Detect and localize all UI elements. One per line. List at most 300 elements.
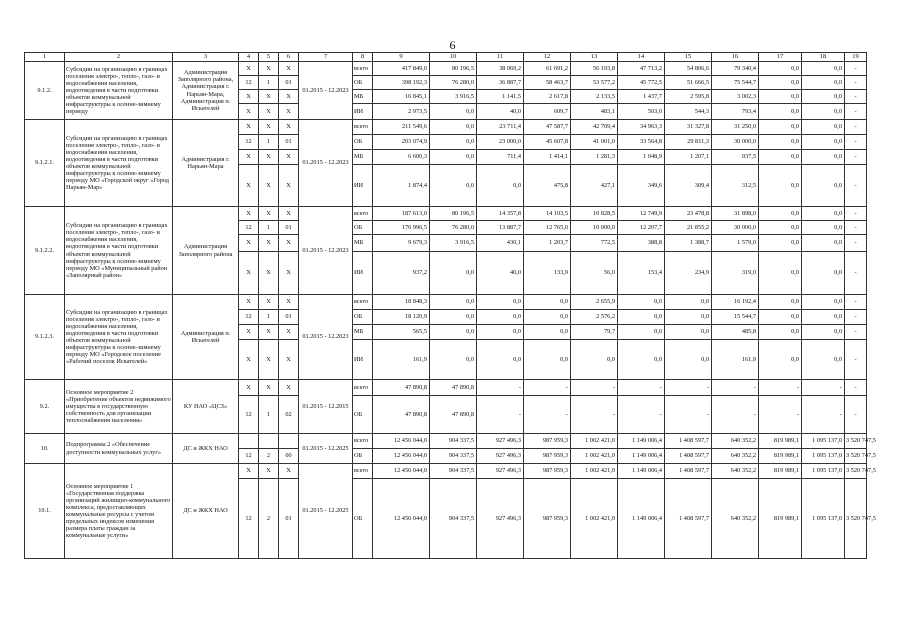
- amount-cell: -: [618, 380, 665, 396]
- amount-cell: 47 890,8: [373, 380, 430, 396]
- period: 01.2015 - 12.2023: [299, 207, 353, 295]
- amount-cell: 772,5: [571, 235, 618, 252]
- amount-cell: -: [802, 380, 845, 396]
- amount-cell: 0,0: [802, 120, 845, 135]
- amount-cell: 3 916,5: [430, 235, 477, 252]
- column-number: 6: [279, 53, 299, 62]
- funding-source: ОБ: [353, 135, 373, 150]
- amount-cell: 0,0: [618, 310, 665, 325]
- amount-cell: 927 496,3: [477, 449, 524, 464]
- amount-cell: 0,0: [759, 104, 802, 120]
- code-sub: 1: [259, 76, 279, 90]
- code-gp: 12: [239, 310, 259, 325]
- amount-cell: 1 149 006,4: [618, 464, 665, 479]
- amount-cell: -: [477, 380, 524, 396]
- amount-cell: -: [845, 340, 867, 380]
- amount-cell: 31 898,0: [712, 207, 759, 221]
- column-number: 5: [259, 53, 279, 62]
- amount-cell: 485,8: [712, 325, 759, 340]
- code-om: 01: [279, 76, 299, 90]
- amount-cell: 30 000,0: [712, 135, 759, 150]
- funding-source: МБ: [353, 90, 373, 104]
- amount-cell: 0,0: [802, 235, 845, 252]
- amount-cell: 61 691,2: [524, 62, 571, 76]
- amount-cell: 1 095 137,0: [802, 434, 845, 449]
- amount-cell: 1 408 597,7: [665, 479, 712, 559]
- amount-cell: 388,8: [618, 235, 665, 252]
- code-sub: X: [259, 120, 279, 135]
- amount-cell: 76 280,0: [430, 221, 477, 235]
- amount-cell: 187 613,0: [373, 207, 430, 221]
- item-name: Субсидии на организацию в границах поселения электро-, тепло-, газо- и водоснабжения населения, водоотведения в части подготовки объектов коммунальной инфраструктуры к осенне-зимнему периоду: [65, 62, 173, 120]
- funding-source: всего: [353, 434, 373, 449]
- funding-source: ОБ: [353, 310, 373, 325]
- amount-cell: -: [845, 235, 867, 252]
- amount-cell: 54 806,6: [665, 62, 712, 76]
- amount-cell: 1 095 137,0: [802, 449, 845, 464]
- code-om: X: [279, 235, 299, 252]
- amount-cell: 12 207,7: [618, 221, 665, 235]
- amount-cell: 904 337,5: [430, 434, 477, 449]
- amount-cell: 31 327,8: [665, 120, 712, 135]
- amount-cell: 987 959,3: [524, 464, 571, 479]
- amount-cell: 398 192,3: [373, 76, 430, 90]
- funding-source: ИИ: [353, 165, 373, 207]
- code-sub: 2: [259, 479, 279, 559]
- amount-cell: 2 617,8: [524, 90, 571, 104]
- column-number: 14: [618, 53, 665, 62]
- amount-cell: 0,0: [802, 295, 845, 310]
- amount-cell: 0,0: [524, 325, 571, 340]
- code-gp: 12: [239, 396, 259, 434]
- column-number: 17: [759, 53, 802, 62]
- amount-cell: 319,0: [712, 252, 759, 295]
- executor: КУ НАО «ЦСЗ»: [173, 380, 239, 434]
- column-number: 13: [571, 53, 618, 62]
- amount-cell: 16 192,4: [712, 295, 759, 310]
- amount-cell: 1 207,1: [665, 150, 712, 165]
- funding-source: ИИ: [353, 252, 373, 295]
- code-gp: X: [239, 165, 259, 207]
- code-gp: X: [239, 295, 259, 310]
- funding-source: ОБ: [353, 396, 373, 434]
- amount-cell: -: [845, 120, 867, 135]
- amount-cell: -: [618, 396, 665, 434]
- amount-cell: -: [759, 396, 802, 434]
- code-om: X: [279, 295, 299, 310]
- amount-cell: 0,0: [665, 340, 712, 380]
- amount-cell: 483,1: [571, 104, 618, 120]
- code-gp: X: [239, 90, 259, 104]
- code-om: X: [279, 90, 299, 104]
- code-om: X: [279, 464, 299, 479]
- code-om: X: [279, 104, 299, 120]
- table-row: [25, 207, 867, 221]
- amount-cell: 937,2: [373, 252, 430, 295]
- code-om: X: [279, 207, 299, 221]
- amount-cell: -: [845, 76, 867, 90]
- amount-cell: 927 496,3: [477, 464, 524, 479]
- code-sub: X: [259, 207, 279, 221]
- amount-cell: -: [845, 221, 867, 235]
- funding-source: МБ: [353, 150, 373, 165]
- amount-cell: 3 916,5: [430, 90, 477, 104]
- period: 01.2015 - 12.2025: [299, 434, 353, 464]
- funding-source: ОБ: [353, 449, 373, 464]
- funding-source: ИИ: [353, 104, 373, 120]
- amount-cell: 0,0: [524, 340, 571, 380]
- amount-cell: 1 141,5: [477, 90, 524, 104]
- amount-cell: 76 280,0: [430, 76, 477, 90]
- amount-cell: -: [845, 325, 867, 340]
- amount-cell: 0,0: [430, 135, 477, 150]
- amount-cell: 34 963,3: [618, 120, 665, 135]
- funding-source: всего: [353, 295, 373, 310]
- amount-cell: 12 456 044,0: [373, 449, 430, 464]
- amount-cell: -: [845, 62, 867, 76]
- amount-cell: 0,0: [665, 295, 712, 310]
- amount-cell: 16 845,1: [373, 90, 430, 104]
- amount-cell: 0,0: [524, 295, 571, 310]
- amount-cell: 0,0: [759, 165, 802, 207]
- amount-cell: 203 074,9: [373, 135, 430, 150]
- amount-cell: 2 133,5: [571, 90, 618, 104]
- amount-cell: 9 679,3: [373, 235, 430, 252]
- code-sub: 1: [259, 221, 279, 235]
- amount-cell: 1 149 006,4: [618, 434, 665, 449]
- executor: Администрация п. Искателей: [173, 295, 239, 380]
- item-number: 10.1.: [25, 464, 65, 559]
- amount-cell: -: [571, 396, 618, 434]
- amount-cell: 0,0: [759, 90, 802, 104]
- code-sub: X: [259, 104, 279, 120]
- period: 01.2015 - 12.2023: [299, 62, 353, 120]
- amount-cell: 0,0: [802, 150, 845, 165]
- code-sub: 2: [259, 449, 279, 464]
- amount-cell: -: [845, 380, 867, 396]
- amount-cell: 3 520 747,5: [845, 449, 867, 464]
- amount-cell: 10 828,5: [571, 207, 618, 221]
- amount-cell: 0,0: [430, 120, 477, 135]
- code-om: 01: [279, 310, 299, 325]
- amount-cell: 904 337,5: [430, 464, 477, 479]
- amount-cell: 12 456 044,0: [373, 479, 430, 559]
- amount-cell: 417 849,0: [373, 62, 430, 76]
- amount-cell: 904 337,5: [430, 479, 477, 559]
- funding-source: всего: [353, 62, 373, 76]
- code-gp: 12: [239, 135, 259, 150]
- amount-cell: 56,0: [571, 252, 618, 295]
- period: 01.2015 - 12.2025: [299, 464, 353, 559]
- amount-cell: 0,0: [759, 62, 802, 76]
- amount-cell: -: [845, 295, 867, 310]
- amount-cell: 3 002,3: [712, 90, 759, 104]
- amount-cell: 819 989,1: [759, 464, 802, 479]
- amount-cell: 349,6: [618, 165, 665, 207]
- amount-cell: 6 600,3: [373, 150, 430, 165]
- amount-cell: 819 989,1: [759, 479, 802, 559]
- table-row: [25, 295, 867, 310]
- amount-cell: 0,0: [430, 252, 477, 295]
- period: 01.2015 - 12.2023: [299, 295, 353, 380]
- funding-source: всего: [353, 207, 373, 221]
- code-gp: X: [239, 325, 259, 340]
- amount-cell: 30 000,0: [712, 221, 759, 235]
- column-number: 10: [430, 53, 477, 62]
- amount-cell: 47 890,8: [373, 396, 430, 434]
- code-sub: X: [259, 150, 279, 165]
- amount-cell: 45 607,8: [524, 135, 571, 150]
- executor: Администрация Заполярного района: [173, 207, 239, 295]
- amount-cell: 40,0: [477, 252, 524, 295]
- amount-cell: 0,0: [430, 340, 477, 380]
- amount-cell: 0,0: [430, 165, 477, 207]
- amount-cell: 0,0: [759, 252, 802, 295]
- amount-cell: 937,5: [712, 150, 759, 165]
- amount-cell: 1 388,7: [665, 235, 712, 252]
- amount-cell: 47 890,8: [430, 380, 477, 396]
- amount-cell: 1 414,1: [524, 150, 571, 165]
- amount-cell: 0,0: [759, 150, 802, 165]
- amount-cell: 3 520 747,5: [845, 479, 867, 559]
- item-name: Субсидии на организацию в границах поселения электро-, тепло-, газо- и водоснабжения населения, водоотведения в части подготовки объектов коммунальной инфраструктуры к осенне-зимнему периоду МО «Городское поселение «Рабочий поселок Искателей»: [65, 295, 173, 380]
- amount-cell: 0,0: [618, 295, 665, 310]
- amount-cell: 75 544,7: [712, 76, 759, 90]
- amount-cell: 0,0: [802, 76, 845, 90]
- period: 01.2015 - 12.2015: [299, 380, 353, 434]
- amount-cell: 565,5: [373, 325, 430, 340]
- funding-source: ОБ: [353, 76, 373, 90]
- code-gp: X: [239, 464, 259, 479]
- amount-cell: 0,0: [802, 310, 845, 325]
- amount-cell: 0,0: [759, 325, 802, 340]
- code-om: X: [279, 252, 299, 295]
- code-sub: 1: [259, 310, 279, 325]
- amount-cell: 819 989,1: [759, 449, 802, 464]
- code-gp: X: [239, 380, 259, 396]
- amount-cell: 0,0: [802, 252, 845, 295]
- amount-cell: 80 196,5: [430, 62, 477, 76]
- amount-cell: 904 337,5: [430, 449, 477, 464]
- amount-cell: 1 579,0: [712, 235, 759, 252]
- amount-cell: 987 959,3: [524, 449, 571, 464]
- funding-source: всего: [353, 464, 373, 479]
- amount-cell: 21 855,2: [665, 221, 712, 235]
- column-number-row: [25, 53, 867, 62]
- table-row: [25, 380, 867, 396]
- code-gp: X: [239, 235, 259, 252]
- amount-cell: 0,0: [802, 165, 845, 207]
- amount-cell: 161,9: [373, 340, 430, 380]
- amount-cell: 0,0: [430, 104, 477, 120]
- amount-cell: 153,4: [618, 252, 665, 295]
- code-sub: X: [259, 90, 279, 104]
- amount-cell: 1 437,7: [618, 90, 665, 104]
- code-gp: X: [239, 150, 259, 165]
- amount-cell: 33 564,8: [618, 135, 665, 150]
- amount-cell: -: [802, 396, 845, 434]
- table-row: [25, 62, 867, 76]
- amount-cell: 0,0: [759, 120, 802, 135]
- amount-cell: 161,9: [712, 340, 759, 380]
- code-gp: X: [239, 104, 259, 120]
- amount-cell: 1 095 137,0: [802, 464, 845, 479]
- amount-cell: -: [477, 396, 524, 434]
- amount-cell: 211 549,6: [373, 120, 430, 135]
- amount-cell: -: [665, 380, 712, 396]
- amount-cell: 56 193,8: [571, 62, 618, 76]
- code-om: 00: [279, 449, 299, 464]
- amount-cell: 47 890,8: [430, 396, 477, 434]
- amount-cell: 1 874,4: [373, 165, 430, 207]
- table-row: [25, 464, 867, 479]
- amount-cell: 793,4: [712, 104, 759, 120]
- code-sub: X: [259, 464, 279, 479]
- funding-source: ОБ: [353, 479, 373, 559]
- amount-cell: 12 749,9: [618, 207, 665, 221]
- amount-cell: 640 352,2: [712, 479, 759, 559]
- code-om: 01: [279, 135, 299, 150]
- amount-cell: -: [845, 104, 867, 120]
- item-name: Основное мероприятие 1 «Государственная поддержка организаций жилищно-коммунального комплекса, предоставляющих коммунальные ресурсы с учетом предельных индексов изменения размера платы граждан за коммунальные услуги»: [65, 464, 173, 559]
- code-gp: 12: [239, 479, 259, 559]
- funding-source: всего: [353, 120, 373, 135]
- amount-cell: 53 577,2: [571, 76, 618, 90]
- amount-cell: 0,0: [759, 295, 802, 310]
- amount-cell: -: [712, 396, 759, 434]
- amount-cell: -: [759, 380, 802, 396]
- amount-cell: 0,0: [477, 325, 524, 340]
- amount-cell: 0,0: [665, 310, 712, 325]
- amount-cell: 0,0: [802, 340, 845, 380]
- amount-cell: 0,0: [477, 165, 524, 207]
- amount-cell: 1 281,3: [571, 150, 618, 165]
- column-number: 9: [373, 53, 430, 62]
- period: 01.2015 - 12.2023: [299, 120, 353, 207]
- column-number: 1: [25, 53, 65, 62]
- amount-cell: -: [845, 90, 867, 104]
- column-number: 15: [665, 53, 712, 62]
- executor: ДС и ЖКХ НАО: [173, 464, 239, 559]
- amount-cell: 80 196,5: [430, 207, 477, 221]
- amount-cell: 47 587,7: [524, 120, 571, 135]
- amount-cell: 0,0: [802, 207, 845, 221]
- code-sub: X: [259, 340, 279, 380]
- amount-cell: 430,1: [477, 235, 524, 252]
- amount-cell: 0,0: [477, 310, 524, 325]
- amount-cell: 0,0: [618, 340, 665, 380]
- amount-cell: 427,1: [571, 165, 618, 207]
- amount-cell: 0,0: [759, 235, 802, 252]
- column-number: 8: [353, 53, 373, 62]
- item-number: 9.2.: [25, 380, 65, 434]
- amount-cell: 51 666,5: [665, 76, 712, 90]
- amount-cell: 0,0: [802, 104, 845, 120]
- amount-cell: 40,0: [477, 104, 524, 120]
- code-om: X: [279, 165, 299, 207]
- column-number: 16: [712, 53, 759, 62]
- executor: Администрация Заполярного района, Администрация г. Нарьян-Мара, Администрация п. Искателей: [173, 62, 239, 120]
- amount-cell: -: [571, 380, 618, 396]
- column-number: 19: [845, 53, 867, 62]
- amount-cell: 3 520 747,5: [845, 464, 867, 479]
- code-sub: [259, 434, 279, 449]
- amount-cell: 640 352,2: [712, 449, 759, 464]
- amount-cell: 1 408 597,7: [665, 434, 712, 449]
- amount-cell: 41 001,0: [571, 135, 618, 150]
- code-om: X: [279, 150, 299, 165]
- column-number: 12: [524, 53, 571, 62]
- code-gp: X: [239, 120, 259, 135]
- amount-cell: 2 973,5: [373, 104, 430, 120]
- amount-cell: 0,0: [802, 62, 845, 76]
- code-gp: X: [239, 252, 259, 295]
- amount-cell: 0,0: [430, 150, 477, 165]
- budget-table: [24, 52, 876, 559]
- code-om: X: [279, 380, 299, 396]
- column-number: 18: [802, 53, 845, 62]
- item-name: Основное мероприятие 2 «Приобретение объектов недвижимого имущества в государственную собственность для организации теплоснабжения населения»: [65, 380, 173, 434]
- code-om: 01: [279, 221, 299, 235]
- amount-cell: 0,0: [430, 325, 477, 340]
- amount-cell: 133,9: [524, 252, 571, 295]
- amount-cell: 31 250,0: [712, 120, 759, 135]
- amount-cell: 1 002 421,0: [571, 464, 618, 479]
- code-sub: X: [259, 325, 279, 340]
- code-sub: X: [259, 62, 279, 76]
- column-number: 4: [239, 53, 259, 62]
- funding-source: МБ: [353, 235, 373, 252]
- amount-cell: 2 576,2: [571, 310, 618, 325]
- amount-cell: 1 002 421,0: [571, 479, 618, 559]
- item-number: 9.1.2.2.: [25, 207, 65, 295]
- amount-cell: 23 000,0: [477, 135, 524, 150]
- amount-cell: 47 713,2: [618, 62, 665, 76]
- executor: ДС и ЖКХ НАО: [173, 434, 239, 464]
- code-om: 01: [279, 479, 299, 559]
- executor: Администрация г. Нарьян-Мара: [173, 120, 239, 207]
- amount-cell: -: [845, 165, 867, 207]
- amount-cell: 10 000,0: [571, 221, 618, 235]
- amount-cell: 2 595,8: [665, 90, 712, 104]
- amount-cell: -: [845, 150, 867, 165]
- code-om: X: [279, 120, 299, 135]
- amount-cell: -: [845, 396, 867, 434]
- amount-cell: 29 811,3: [665, 135, 712, 150]
- code-gp: 12: [239, 449, 259, 464]
- item-number: 9.1.2.1.: [25, 120, 65, 207]
- code-sub: X: [259, 235, 279, 252]
- code-om: X: [279, 340, 299, 380]
- amount-cell: 0,0: [759, 221, 802, 235]
- column-number: 11: [477, 53, 524, 62]
- amount-cell: 79,7: [571, 325, 618, 340]
- amount-cell: 58 463,7: [524, 76, 571, 90]
- amount-cell: 0,0: [759, 76, 802, 90]
- amount-cell: 0,0: [759, 135, 802, 150]
- amount-cell: 0,0: [802, 221, 845, 235]
- funding-source: ОБ: [353, 221, 373, 235]
- amount-cell: 1 048,9: [618, 150, 665, 165]
- amount-cell: 1 002 421,0: [571, 449, 618, 464]
- amount-cell: 14 103,5: [524, 207, 571, 221]
- amount-cell: 0,0: [477, 340, 524, 380]
- column-number: 2: [65, 53, 173, 62]
- amount-cell: 503,0: [618, 104, 665, 120]
- item-name: Подпрограмма 2 «Обеспечение доступности коммунальных услуг»: [65, 434, 173, 464]
- amount-cell: 927 496,3: [477, 479, 524, 559]
- code-gp: 12: [239, 76, 259, 90]
